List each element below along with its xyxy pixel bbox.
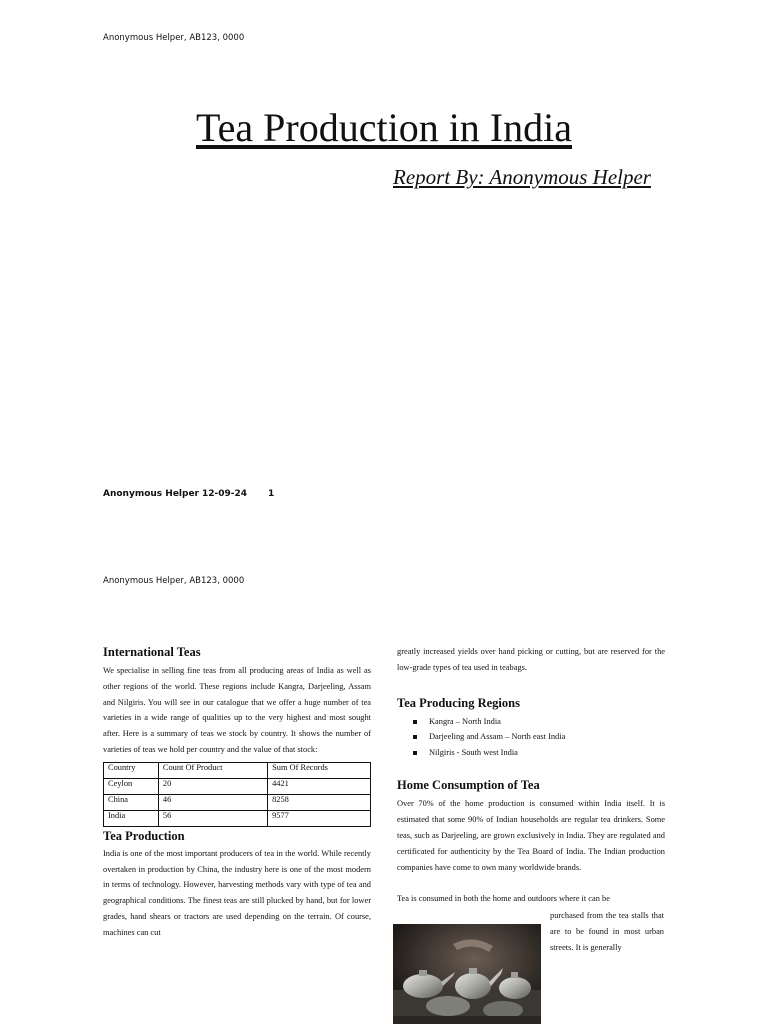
table-header-cell: Country	[104, 762, 159, 778]
list-item: Nilgiris - South west India	[429, 745, 665, 761]
page-header: Anonymous Helper, AB123, 0000	[103, 33, 245, 43]
tea-kettles-photo	[393, 924, 541, 1024]
document-title: Tea Production in India	[196, 105, 572, 150]
home-consumption-text: Over 70% of the home production is consumed within India itself. It is estimated that some 90% of Indian households are regular tea drinkers. Some teas, such as Darjeeling, are grown exclusively in India. They are regulated and certificated for authenticity by the Tea Board of India. The Indian production companies have come to own many worldwide brands.	[397, 799, 665, 872]
regions-list	[397, 714, 665, 761]
footer-author: Anonymous Helper	[103, 489, 199, 499]
table-cell: 8258	[268, 794, 371, 810]
tea-production-text: India is one of the most important producers of tea in the world. While recently overtaken in production by China, the industry here is one of the most modern in terms of technology. However, harvesting methods vary with type of tea and geographical conditions. The finest teas are still plucked by hand, but for lower grades, hand shears or tractors are used depending on the terrain. Of course, machines can cut	[103, 848, 371, 937]
left-column	[103, 645, 371, 941]
table-header-cell: Sum Of Records	[268, 762, 371, 778]
table-row	[104, 810, 371, 826]
outdoors-text: Tea is consumed in both the home and outdoors where it can be	[397, 894, 610, 904]
table-cell: India	[104, 810, 159, 826]
table-cell: 9577	[268, 810, 371, 826]
table-cell: 4421	[268, 778, 371, 794]
table-row	[104, 794, 371, 810]
right-column	[397, 644, 665, 907]
footer-date: 12-09-24	[202, 489, 248, 499]
table-cell: 20	[158, 778, 267, 794]
document-subtitle: Report By: Anonymous Helper	[393, 165, 651, 189]
page-header-2: Anonymous Helper, AB123, 0000	[103, 576, 245, 586]
international-teas-text: We specialise in selling fine teas from all producing areas of India as well as other regions of the world. These regions include Kangra, Darjeeling, Assam and Nilgiris. You will see in our catalogue that we offer a huge number of tea varieties in a wide range of qualities up to the very highest and most sought after. Here is a summary of teas we stock by country. It shows the number of varieties of teas we hold per country and the value of that stock:	[103, 666, 371, 754]
section-heading-tea-production: Tea Production	[103, 828, 185, 843]
table-row	[104, 778, 371, 794]
table-cell: China	[104, 794, 159, 810]
section-heading-home-consumption: Home Consumption of Tea	[397, 778, 540, 793]
outdoors-wrap-text: purchased from the tea stalls that are to be found in most urban streets. It is generally	[550, 911, 664, 952]
table-header-row	[104, 762, 371, 778]
table-cell: 56	[158, 810, 267, 826]
table-cell: 46	[158, 794, 267, 810]
list-item: Kangra – North India	[429, 714, 665, 730]
table-header-cell: Count Of Product	[158, 762, 267, 778]
section-heading-international-teas: International Teas	[103, 645, 201, 659]
tea-stock-table	[103, 762, 371, 827]
footer-page-number: 1	[268, 489, 275, 499]
list-item: Darjeeling and Assam – North east India	[429, 729, 665, 745]
section-heading-regions: Tea Producing Regions	[397, 695, 520, 710]
continued-text: greatly increased yields over hand picking or cutting, but are reserved for the low-grade types of tea used in teabags.	[397, 647, 665, 672]
table-cell: Ceylon	[104, 778, 159, 794]
tea-kettles-image	[393, 924, 541, 1024]
